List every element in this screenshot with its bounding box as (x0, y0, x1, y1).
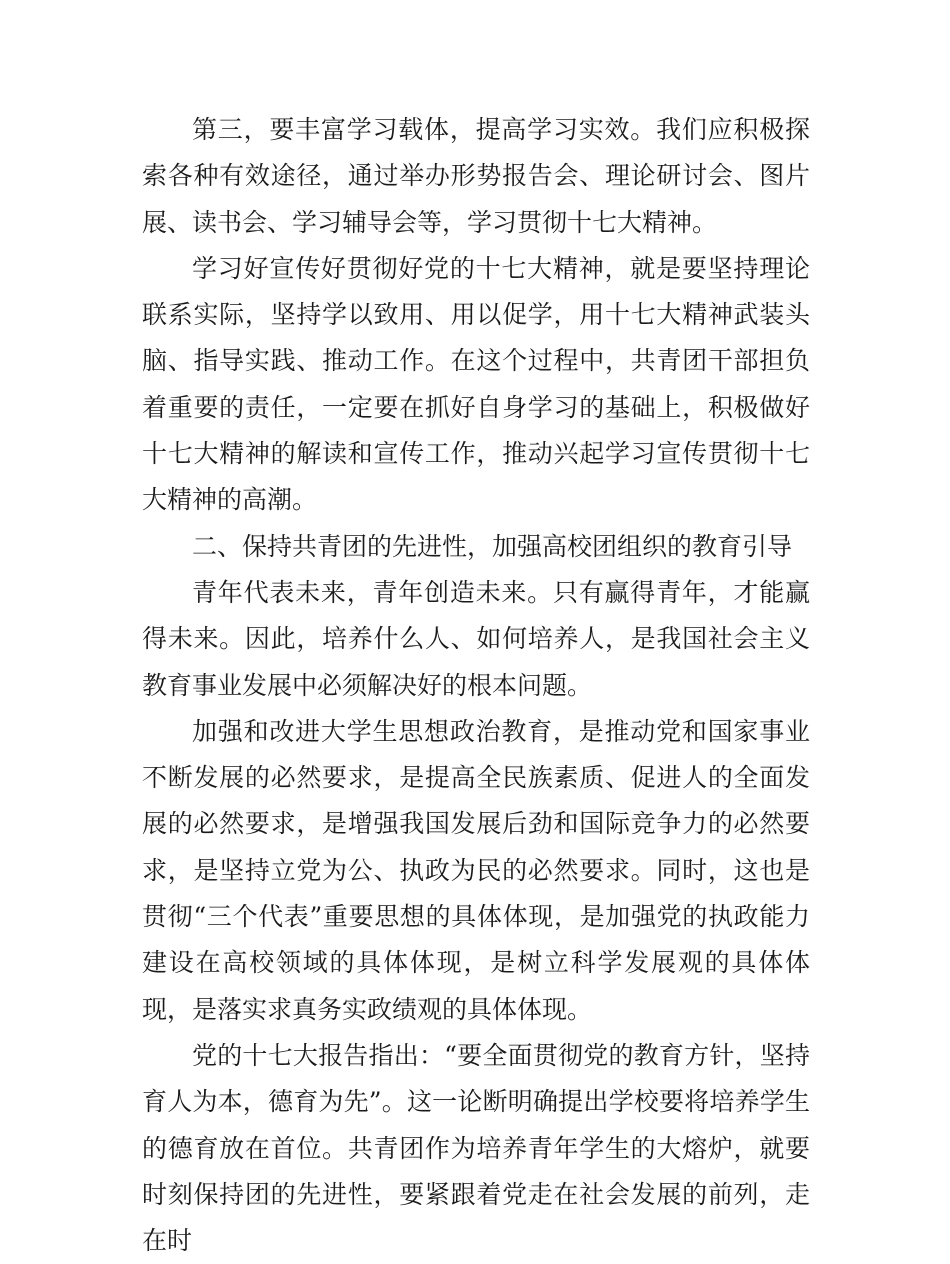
document-body (142, 107, 810, 1264)
paragraph-report-quote: 党的十七大报告指出：“要全面贯彻党的教育方针，坚持育人为本，德育为先”。这一论断明确提出学校要将培养学生的德育放在首位。共青团作为培养青年学生的大熔炉，就要时刻保持团的先进性，要紧跟着党走在社会发展的前列，走在时 (142, 1040, 810, 1256)
paragraph-political-education: 加强和改进大学生思想政治教育，是推动党和国家事业不断发展的必然要求，是提高全民族素质、促进人的全面发展的必然要求，是增强我国发展后劲和国际竞争力的必然要求，是坚持立党为公、执政为民的必然要求。同时，这也是贯彻“三个代表”重要思想的具体体现，是加强党的执政能力建设在高校领域的具体体现，是树立科学发展观的具体体现，是落实求真务实政绩观的具体体现。 (142, 716, 810, 1024)
paragraph-learning-carriers: 第三，要丰富学习载体，提高学习实效。我们应积极探索各种有效途径，通过举办形势报告会、理论研讨会、图片展、读书会、学习辅导会等，学习贯彻十七大精神。 (142, 115, 810, 237)
paragraph-theory-practice: 学习好宣传好贯彻好党的十七大精神，就是要坚持理论联系实际，坚持学以致用、用以促学，用十七大精神武装头脑、指导实践、推动工作。在这个过程中，共青团干部担负着重要的责任，一定要在抓好自身学习的基础上，积极做好十七大精神的解读和宣传工作，推动兴起学习宣传贯彻十七大精神的高潮。 (142, 253, 810, 515)
section-heading-two: 二、保持共青团的先进性，加强高校团组织的教育引导 (192, 531, 793, 561)
paragraph-youth-future: 青年代表未来，青年创造未来。只有赢得青年，才能赢得未来。因此，培养什么人、如何培养人，是我国社会主义教育事业发展中必须解决好的根本问题。 (142, 577, 810, 700)
